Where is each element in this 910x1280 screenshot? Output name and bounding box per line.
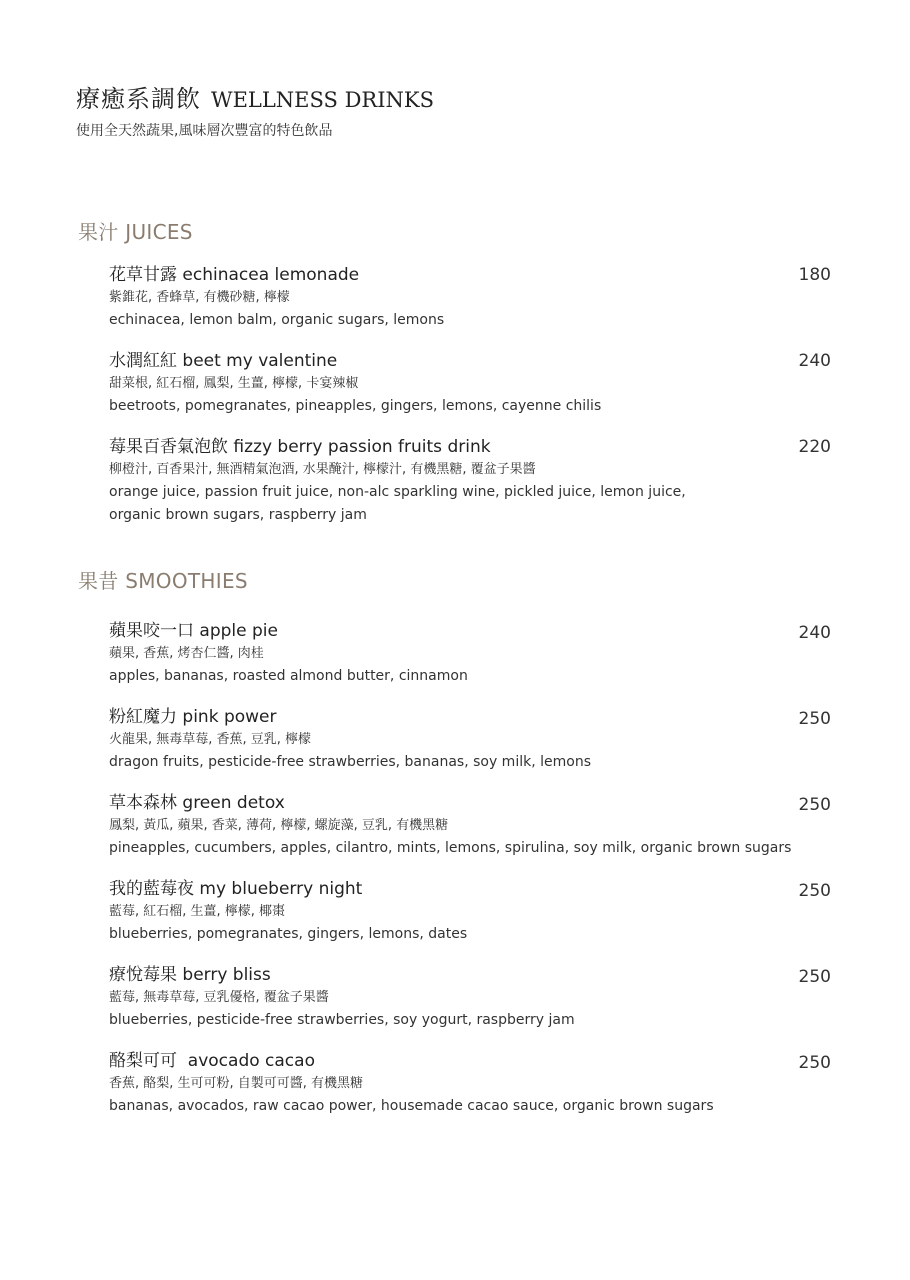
item-ingredients-zh: 紫錐花, 香蜂草, 有機砂糖, 檸檬 — [109, 290, 290, 305]
menu-item — [109, 877, 831, 946]
menu-item — [109, 1049, 831, 1118]
menu-item — [109, 791, 831, 860]
page-title-zh: 療癒系調飲 — [76, 85, 201, 113]
item-ingredients-en: pineapples, cucumbers, apples, cilantro, mints, lemons, spirulina, soy milk, organic brown sugars — [109, 840, 792, 856]
item-ingredients-en: dragon fruits, pesticide-free strawberries, bananas, soy milk, lemons — [109, 754, 591, 770]
item-ingredients-zh: 火龍果, 無毒草莓, 香蕉, 豆乳, 檸檬 — [109, 732, 312, 747]
page-title-en: WELLNESS DRINKS — [211, 88, 434, 112]
item-price: 240 — [798, 351, 831, 371]
smoothies-list — [109, 619, 831, 1118]
item-price: 250 — [798, 709, 831, 729]
item-name: 療悅莓果 berry bliss — [109, 965, 271, 985]
menu-item — [109, 963, 831, 1032]
item-ingredients-zh: 香蕉, 酪梨, 生可可粉, 自製可可醬, 有機黑糖 — [109, 1076, 364, 1091]
item-ingredients-en: orange juice, passion fruit juice, non-alc sparkling wine, pickled juice, lemon juice, organic brown sugars, raspberry jam — [109, 484, 686, 523]
item-ingredients-zh: 蘋果, 香蕉, 烤杏仁醬, 肉桂 — [109, 646, 264, 661]
item-ingredients-zh: 藍莓, 無毒草莓, 豆乳優格, 覆盆子果醬 — [109, 990, 329, 1005]
section-title-juices: 果汁 JUICES — [78, 220, 193, 244]
section-juices — [78, 219, 831, 527]
item-price: 250 — [798, 1053, 831, 1073]
item-ingredients-en: beetroots, pomegranates, pineapples, gingers, lemons, cayenne chilis — [109, 398, 602, 414]
menu-item — [109, 705, 831, 774]
item-name: 莓果百香氣泡飲 fizzy berry passion fruits drink — [109, 437, 491, 457]
item-ingredients-en: bananas, avocados, raw cacao power, housemade cacao sauce, organic brown sugars — [109, 1098, 714, 1114]
item-price: 220 — [798, 437, 831, 457]
item-name: 粉紅魔力 pink power — [109, 707, 277, 727]
item-ingredients-zh: 柳橙汁, 百香果汁, 無酒精氣泡酒, 水果醃汁, 檸檬汁, 有機黑糖, 覆盆子果醬 — [109, 462, 536, 477]
section-smoothies — [78, 568, 831, 1118]
item-name: 蘋果咬一口 apple pie — [109, 621, 278, 641]
menu-item — [109, 349, 831, 418]
page-subtitle: 使用全天然蔬果,風味層次豐富的特色飲品 — [76, 123, 333, 139]
item-name: 水潤紅紅 beet my valentine — [109, 351, 338, 371]
juices-list — [109, 263, 831, 527]
section-title-smoothies: 果昔 SMOOTHIES — [78, 569, 248, 593]
item-ingredients-zh: 鳳梨, 黃瓜, 蘋果, 香菜, 薄荷, 檸檬, 螺旋藻, 豆乳, 有機黑糖 — [109, 818, 449, 833]
item-price: 250 — [798, 881, 831, 901]
item-name: 草本森林 green detox — [109, 793, 285, 813]
menu-item — [109, 435, 831, 527]
item-name: 花草甘露 echinacea lemonade — [109, 265, 360, 285]
item-price: 250 — [798, 795, 831, 815]
menu-item — [109, 263, 831, 332]
page-title — [76, 84, 434, 115]
item-name: 酪梨可可 avocado cacao — [109, 1051, 315, 1071]
item-ingredients-en: blueberries, pesticide-free strawberries, soy yogurt, raspberry jam — [109, 1012, 575, 1028]
item-ingredients-en: apples, bananas, roasted almond butter, cinnamon — [109, 668, 468, 684]
page-header — [76, 84, 434, 141]
item-name: 我的藍莓夜 my blueberry night — [109, 879, 363, 899]
item-ingredients-en: blueberries, pomegranates, gingers, lemons, dates — [109, 926, 468, 942]
item-ingredients-zh: 甜菜根, 紅石榴, 鳳梨, 生薑, 檸檬, 卡宴辣椒 — [109, 376, 359, 391]
item-price: 240 — [798, 623, 831, 643]
item-ingredients-en: echinacea, lemon balm, organic sugars, lemons — [109, 312, 445, 328]
menu-item — [109, 619, 831, 688]
item-ingredients-zh: 藍莓, 紅石榴, 生薑, 檸檬, 椰棗 — [109, 904, 286, 919]
item-price: 250 — [798, 967, 831, 987]
item-price: 180 — [798, 265, 831, 285]
